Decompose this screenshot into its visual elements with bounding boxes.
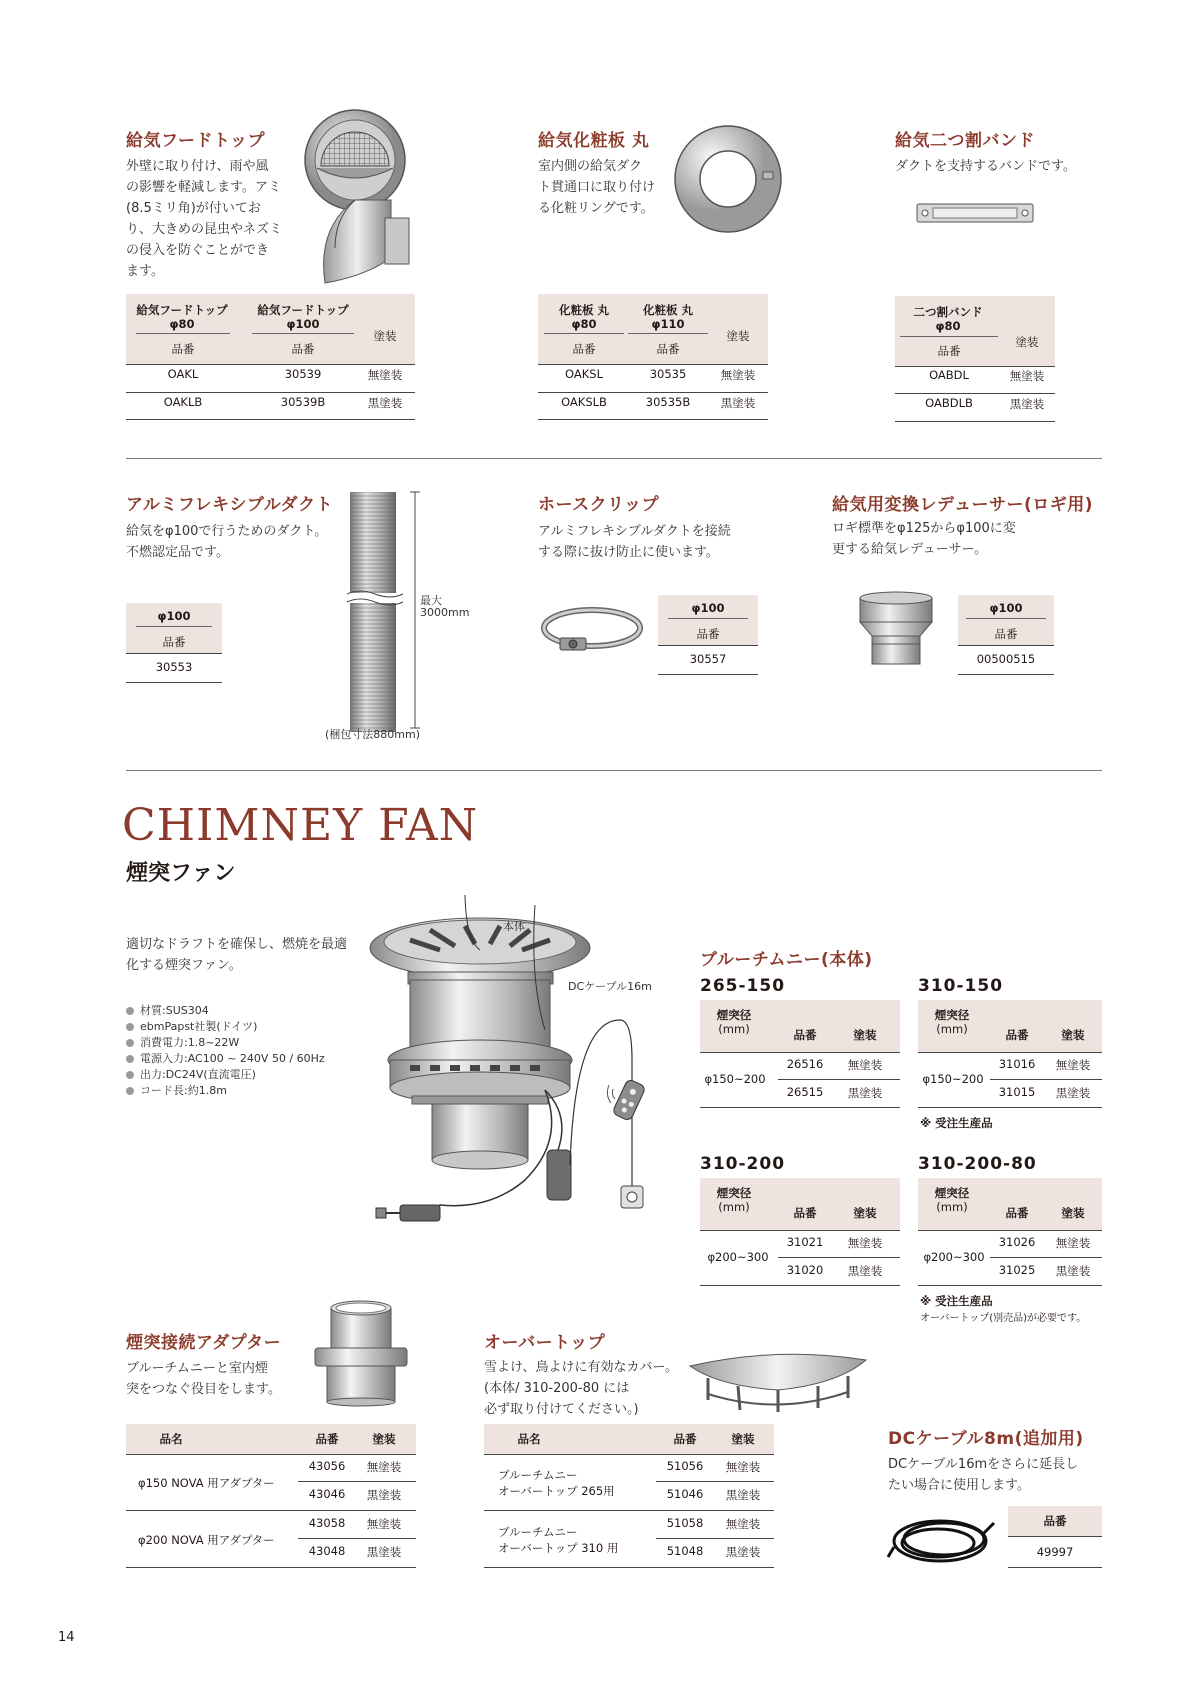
overtop-h-paint: 塗装	[731, 1432, 755, 1446]
model-310-200-80	[918, 1154, 1102, 1334]
overtop-rule	[484, 1510, 774, 1511]
model-265-150	[700, 976, 900, 1136]
paint: 無塗装	[1055, 1236, 1091, 1250]
s3-r2c2: 黒塗装	[1009, 397, 1045, 411]
s6-desc-line: 更する給気レデューサー。	[832, 542, 988, 557]
s5-head: φ100	[691, 601, 725, 615]
s3-sub1: 品番	[937, 344, 961, 358]
rule	[918, 1107, 1102, 1108]
overtop-title: オーバートップ	[484, 1333, 606, 1353]
s1-r2c1: OAKLB	[163, 395, 203, 409]
h-paint: 塗装	[853, 1028, 877, 1042]
s6-code: 00500515	[976, 652, 1036, 666]
model-310-150	[918, 976, 1102, 1136]
h-diam-a: 煙突径	[934, 1186, 970, 1200]
adapter-h-name: 品名	[159, 1432, 183, 1446]
s3-col2-label: 塗装	[1015, 335, 1039, 349]
rule	[778, 1079, 900, 1080]
code: 31025	[998, 1263, 1036, 1277]
label-body: 本体	[503, 920, 525, 933]
overtop-code: 51058	[666, 1516, 704, 1530]
s1-desc-line: ます。	[126, 264, 164, 279]
model-name: 310-200	[700, 1154, 786, 1174]
s2-header-rule	[544, 333, 624, 334]
chimney-fan-title: CHIMNEY FAN	[122, 800, 479, 851]
overtop-h-code: 品番	[673, 1432, 697, 1446]
s1-r1c3: 無塗装	[367, 368, 403, 382]
chimney-fan-subtitle: 煙突ファン	[126, 861, 236, 886]
s4-dim-label1: 最大	[420, 594, 442, 607]
reducer-image	[856, 592, 936, 670]
s4-rule	[126, 682, 222, 683]
s1-col3-label: 塗装	[373, 329, 397, 343]
adapter-paint: 無塗装	[366, 1460, 402, 1474]
overtop-desc	[484, 1357, 678, 1420]
paint: 黒塗装	[847, 1264, 883, 1278]
code: 31016	[998, 1057, 1036, 1071]
h-diam-b: (mm)	[936, 1022, 968, 1036]
s1-desc-line: の影響を軽減します。アミ	[126, 180, 281, 195]
dc-desc-line: DCケーブル16mをさらに延長し	[888, 1457, 1079, 1472]
s1-r1c2: 30539	[284, 367, 322, 381]
s1-desc-line: (8.5ミリ角)が付いてお	[126, 201, 261, 216]
size: φ200~300	[707, 1250, 769, 1264]
code: 31020	[786, 1263, 824, 1277]
rule	[700, 1230, 900, 1231]
model-name: 310-150	[918, 976, 1004, 996]
code: 31026	[998, 1235, 1036, 1249]
adapter-desc-line: 突をつなぐ役目をします。	[126, 1382, 281, 1397]
section-separator	[126, 770, 1102, 771]
overtop-rule	[484, 1454, 774, 1455]
adapter-rule	[126, 1567, 416, 1568]
s2-col1a: 化粧板 丸	[558, 303, 609, 317]
s6-desc-line: ロギ標準をφ125からφ100に変	[832, 521, 1016, 536]
dc-code: 49997	[1036, 1545, 1074, 1559]
section-separator	[126, 458, 1102, 459]
s4-title: アルミフレキシブルダクト	[126, 495, 334, 515]
hood-top-image	[295, 108, 415, 288]
s5-sub: 品番	[696, 627, 720, 641]
code: 26515	[786, 1085, 824, 1099]
adapter-h-code: 品番	[315, 1432, 339, 1446]
paint: 無塗装	[847, 1236, 883, 1250]
adapter-rule	[126, 1454, 416, 1455]
s1-desc	[126, 156, 291, 282]
s2-rule	[538, 419, 768, 420]
s6-head: φ100	[989, 601, 1023, 615]
s2-r1c2: 30535	[649, 367, 687, 381]
chimney-fan-illustration	[370, 900, 670, 1230]
s2-r2c2: 30535B	[645, 395, 691, 409]
model-310-200	[700, 1154, 900, 1314]
rule	[990, 1257, 1102, 1258]
s3-col1b: φ80	[935, 319, 961, 333]
adapter-name: φ200 NOVA 用アダプター	[138, 1533, 275, 1547]
overtop-paint: 黒塗装	[725, 1488, 761, 1502]
s1-title: 給気フードトップ	[126, 131, 265, 151]
s2-r2c1: OAKSLB	[561, 395, 607, 409]
s1-desc-line: 外壁に取り付け、雨や風	[126, 159, 269, 174]
h-paint: 塗装	[853, 1206, 877, 1220]
band-image	[915, 198, 1035, 228]
flex-duct-image	[345, 490, 405, 740]
adapter-image	[313, 1300, 409, 1406]
overtop-rule	[656, 1538, 774, 1539]
s4-head: φ100	[157, 609, 191, 623]
s1-rule	[126, 364, 415, 365]
paint: 無塗装	[1055, 1058, 1091, 1072]
overtop-name2: オーバートップ 310 用	[498, 1541, 619, 1555]
s4-code: 30553	[155, 660, 193, 674]
adapter-desc-line: ブルーチムニーと室内煙	[126, 1361, 268, 1376]
s1-col2-label	[248, 303, 358, 331]
dc-title: DCケーブル8m(追加用)	[888, 1429, 1084, 1449]
s1-col2a: 給気フードトップ	[257, 303, 349, 317]
overtop-code: 51056	[666, 1459, 704, 1473]
overtop-desc-line: 雪よけ、鳥よけに有効なカバー。	[484, 1360, 678, 1375]
s6-header-rule	[966, 618, 1046, 619]
s5-title: ホースクリップ	[538, 495, 659, 515]
s5-rule	[658, 645, 758, 646]
overtop-desc-line: (本体/ 310-200-80 には	[484, 1381, 630, 1396]
h-code: 品番	[793, 1028, 817, 1042]
overtop-desc-line: 必ず取り付けてください。)	[484, 1402, 639, 1417]
s1-col1-label	[130, 303, 234, 331]
size: φ200~300	[923, 1250, 985, 1264]
overtop-paint: 無塗装	[725, 1460, 761, 1474]
rule	[778, 1257, 900, 1258]
s1-sub2: 品番	[291, 342, 315, 356]
paint: 黒塗装	[1055, 1086, 1091, 1100]
s3-r1c2: 無塗装	[1009, 369, 1045, 383]
size: φ150~200	[922, 1072, 984, 1086]
s5-desc	[538, 521, 731, 563]
s3-header-rule	[900, 336, 998, 337]
rule	[700, 1285, 900, 1286]
spec-item: 出力:DC24V(直流電圧)	[126, 1066, 256, 1082]
s3-r2c1: OABDLB	[925, 396, 973, 410]
made-to-order-note: ※ 受注生産品	[920, 1294, 993, 1308]
s3-desc-line: ダクトを支持するバンドです。	[895, 159, 1076, 174]
hose-clip-image	[540, 602, 645, 662]
label-dc-cable: DCケーブル16m	[568, 980, 652, 993]
s3-title: 給気二つ割バンド	[895, 131, 1035, 151]
overtop-h-name: 品名	[517, 1432, 541, 1446]
rule	[990, 1079, 1102, 1080]
rule	[700, 1052, 900, 1053]
s2-sub1: 品番	[572, 342, 596, 356]
adapter-desc	[126, 1358, 281, 1400]
s3-rule	[895, 421, 1055, 422]
s2-header-rule	[628, 333, 708, 334]
s2-r1c1: OAKSL	[565, 367, 603, 381]
h-diam-b: (mm)	[718, 1022, 750, 1036]
blue-title: ブルーチムニー(本体)	[700, 950, 873, 970]
dc-rule	[1008, 1536, 1102, 1537]
s4-rule	[126, 653, 222, 654]
dc-head: 品番	[1043, 1514, 1067, 1528]
page-number: 14	[58, 1630, 75, 1645]
s4-header-rule	[136, 626, 212, 627]
s1-desc-line: の侵入を防ぐことができ	[126, 243, 270, 258]
spec-item: コード長:約1.8m	[126, 1082, 227, 1098]
s1-desc-line: り、大きめの昆虫やネズミ	[126, 222, 283, 237]
dc-rule	[1008, 1567, 1102, 1568]
adapter-code: 43046	[308, 1487, 346, 1501]
s2-desc	[538, 156, 668, 219]
s6-desc	[832, 518, 1016, 560]
overtop-code: 51046	[666, 1487, 704, 1501]
s3-col1-label	[898, 305, 998, 333]
s4-sub: 品番	[162, 635, 186, 649]
s2-rule	[538, 364, 768, 365]
model-name: 265-150	[700, 976, 786, 996]
s2-col1-label	[544, 303, 624, 331]
s6-rule	[958, 645, 1054, 646]
paint: 黒塗装	[1055, 1264, 1091, 1278]
s4-desc	[126, 521, 327, 563]
remote-icon	[605, 1075, 653, 1125]
dc-desc-line: たい場合に使用します。	[888, 1478, 1030, 1493]
spec-item: 電源入力:AC100 ~ 240V 50 / 60Hz	[126, 1050, 325, 1066]
paint: 無塗装	[847, 1058, 883, 1072]
dc-desc	[888, 1454, 1078, 1496]
s5-desc-line: アルミフレキシブルダクトを接続	[538, 524, 731, 539]
h-diam-a: 煙突径	[716, 1008, 752, 1022]
adapter-rule	[298, 1538, 416, 1539]
chimney-desc-line: 化する煙突ファン。	[126, 958, 242, 973]
spec-item: ebmPapst社製(ドイツ)	[126, 1018, 257, 1034]
h-code: 品番	[1005, 1028, 1029, 1042]
spec-item: 材質:SUS304	[126, 1002, 209, 1018]
model-name: 310-200-80	[918, 1154, 1037, 1174]
rule	[918, 1052, 1102, 1053]
s3-rule	[895, 366, 1055, 367]
s6-title: 給気用変換レデューサー(ロギ用)	[832, 495, 1094, 515]
s5-rule	[658, 674, 758, 675]
s1-col2b: φ100	[286, 317, 320, 331]
adapter-code: 43058	[308, 1516, 346, 1530]
s1-col1a: 給気フードトップ	[136, 303, 228, 317]
spec-item: 消費電力:1.8~22W	[126, 1034, 239, 1050]
s4-desc-line: 不燃認定品です。	[126, 545, 229, 560]
s2-sub2: 品番	[656, 342, 680, 356]
paint: 黒塗装	[847, 1086, 883, 1100]
made-to-order-note: ※ 受注生産品	[920, 1116, 993, 1130]
overtop-name1: ブルーチムニー	[498, 1468, 578, 1482]
s2-desc-line: ト貫通口に取り付け	[538, 180, 656, 195]
overtop-paint: 無塗装	[725, 1517, 761, 1531]
s3-rule	[895, 393, 1055, 394]
h-diam-a: 煙突径	[716, 1186, 752, 1200]
s4-pack-note: (梱包寸法880mm)	[325, 728, 421, 741]
s2-desc-line: 室内側の給気ダク	[538, 159, 643, 174]
adapter-paint: 無塗装	[366, 1517, 402, 1531]
s2-title: 給気化粧板 丸	[538, 131, 650, 151]
rule	[700, 1107, 900, 1108]
adapter-h-paint: 塗装	[372, 1432, 396, 1446]
overtop-image	[688, 1350, 868, 1420]
h-code: 品番	[793, 1206, 817, 1220]
s1-rule	[126, 392, 415, 393]
dc-cable-image	[888, 1513, 998, 1569]
code: 26516	[786, 1057, 824, 1071]
s1-header-rule	[136, 333, 230, 334]
s6-sub: 品番	[994, 627, 1018, 641]
overtop-name2: オーバートップ 265用	[498, 1484, 615, 1498]
size: φ150~200	[704, 1072, 766, 1086]
s3-r1c1: OABDL	[929, 368, 969, 382]
s2-col1b: φ80	[571, 317, 597, 331]
overtop-name1: ブルーチムニー	[498, 1525, 578, 1539]
h-diam-a: 煙突径	[934, 1008, 970, 1022]
chimney-desc	[126, 934, 347, 976]
s2-r1c3: 無塗装	[720, 368, 756, 382]
h-diam-b: (mm)	[718, 1200, 750, 1214]
s6-rule	[958, 674, 1054, 675]
adapter-paint: 黒塗装	[366, 1488, 402, 1502]
s1-r2c2: 30539B	[280, 395, 326, 409]
overtop-rule	[484, 1567, 774, 1568]
adapter-title: 煙突接続アダプター	[126, 1333, 282, 1353]
ring-plate-image	[673, 124, 783, 234]
h-code: 品番	[1005, 1206, 1029, 1220]
s1-header-rule	[252, 333, 354, 334]
s4-desc-line: 給気をφ100で行うためのダクト。	[126, 524, 328, 539]
adapter-rule	[298, 1481, 416, 1482]
s1-sub1: 品番	[171, 342, 195, 356]
adapter-code: 43048	[308, 1544, 346, 1558]
rule	[918, 1230, 1102, 1231]
adapter-rule	[126, 1510, 416, 1511]
rule	[918, 1285, 1102, 1286]
s2-r2c3: 黒塗装	[720, 396, 756, 410]
overtop-rule	[656, 1481, 774, 1482]
s5-code: 30557	[689, 652, 727, 666]
chimney-desc-line: 適切なドラフトを確保し、燃焼を最適	[126, 937, 348, 952]
s2-desc-line: る化粧リングです。	[538, 201, 654, 216]
h-diam-b: (mm)	[936, 1200, 968, 1214]
adapter-code: 43056	[308, 1459, 346, 1473]
s4-dim-label2: 3000mm	[420, 606, 470, 619]
s1-rule	[126, 419, 415, 420]
s5-desc-line: する際に抜け防止に使います。	[538, 545, 719, 560]
overtop-paint: 黒塗装	[725, 1545, 761, 1559]
s1-col1b: φ80	[169, 317, 195, 331]
overtop-code: 51048	[666, 1544, 704, 1558]
s3-col1a: 二つ割バンド	[913, 305, 983, 319]
s2-col2b: φ110	[651, 317, 685, 331]
s2-col2-label	[628, 303, 708, 331]
s2-col3-label: 塗装	[726, 329, 750, 343]
s1-r2c3: 黒塗装	[367, 396, 403, 410]
s2-col2a: 化粧板 丸	[642, 303, 693, 317]
s1-r1c1: OAKL	[167, 367, 199, 381]
overtop-required-note: オーバートップ(別売品)が必要です。	[920, 1313, 1087, 1324]
adapter-name: φ150 NOVA 用アダプター	[138, 1476, 275, 1490]
h-paint: 塗装	[1061, 1028, 1085, 1042]
code: 31021	[786, 1235, 824, 1249]
s2-rule	[538, 392, 768, 393]
adapter-paint: 黒塗装	[366, 1545, 402, 1559]
h-paint: 塗装	[1061, 1206, 1085, 1220]
code: 31015	[998, 1085, 1036, 1099]
s5-header-rule	[668, 618, 748, 619]
